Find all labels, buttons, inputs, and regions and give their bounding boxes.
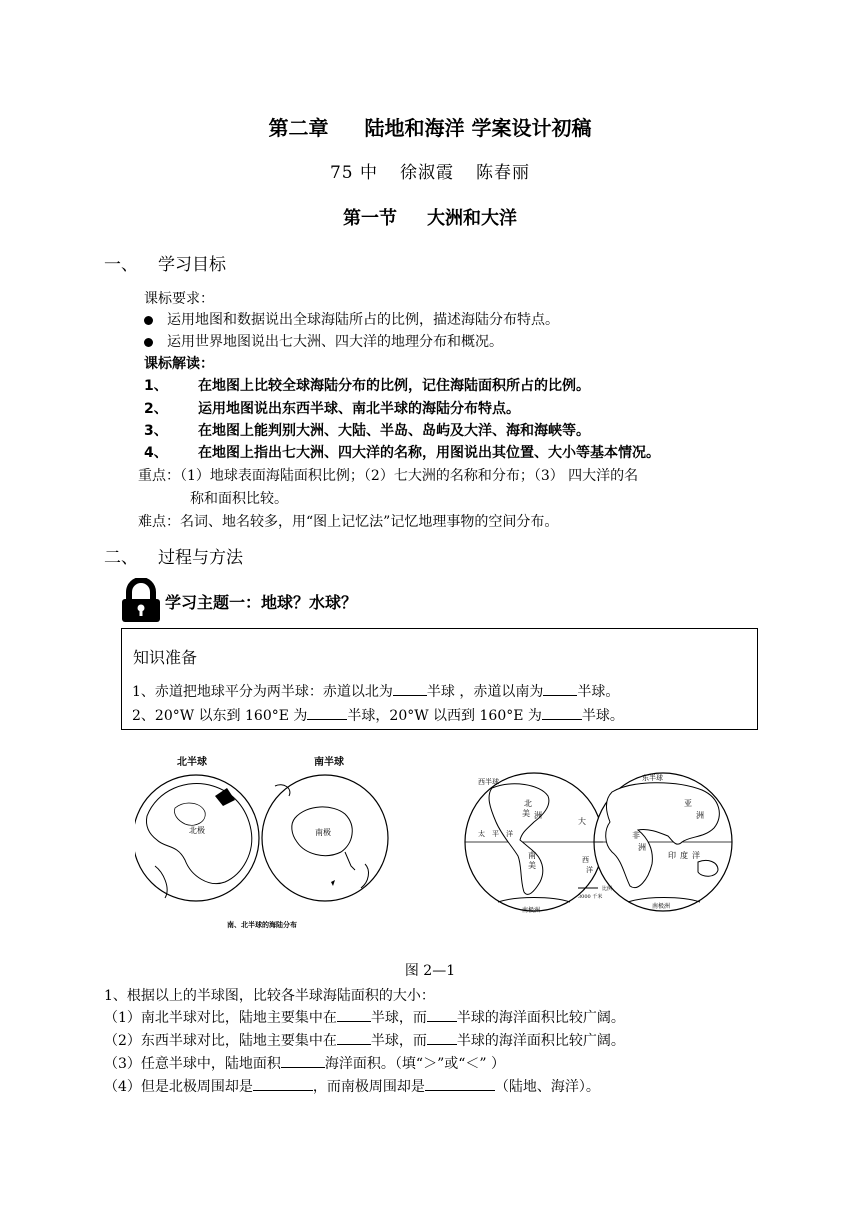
chapter-number: 第二章: [268, 116, 329, 140]
part2-number: 二、: [104, 548, 138, 568]
question-4: （4）但是北极周围却是 ，而南极周围却是 （陆地、海洋）。: [104, 1076, 600, 1096]
map-label: 亚: [684, 799, 692, 808]
question-intro: 1、根据以上的半球图，比较各半球海陆面积的大小：: [104, 988, 435, 1004]
chapter-title: [0, 112, 860, 141]
requirement-item: 运用地图和数据说出全球海陆所占的比例，描述海陆分布特点。: [144, 309, 559, 329]
section-name: 大洲和大洋: [427, 208, 517, 229]
south-hemisphere-label: 南半球: [314, 757, 344, 768]
interpretation-item: 3、 在地图上能判别大洲、大陆、半岛、岛屿及大洋、海和海峡等。: [144, 423, 590, 439]
answer-blank[interactable]: [337, 1030, 371, 1045]
north-pole-label: 北极: [189, 826, 205, 835]
interpretation-item: 2、 运用地图说出东西半球、南北半球的海陆分布特点。: [144, 401, 520, 417]
answer-blank[interactable]: [542, 705, 582, 720]
map-label: 洋: [692, 851, 700, 860]
section-number: 第一节: [343, 208, 397, 229]
section-title: [0, 204, 860, 230]
knowledge-question-2: 2、20°W 以东到 160°E 为 半球，20°W 以西到 160°E 为 半球。: [132, 705, 624, 725]
map-label: 度: [680, 851, 688, 860]
map-label: 太: [478, 830, 485, 838]
part1-title: 学习目标: [158, 255, 226, 275]
map-label: 南: [528, 851, 536, 860]
answer-blank[interactable]: [393, 681, 427, 696]
north-south-caption: 南、北半球的海陆分布: [227, 920, 297, 929]
interpretation-item: 4、 在地图上指出七大洲、四大洋的名称，用图说出其位置、大小等基本情况。: [144, 445, 660, 461]
author-2: 陈春丽: [476, 163, 531, 183]
school: 75 中: [329, 163, 379, 183]
authors-line: [0, 158, 860, 183]
bullet-icon: [144, 338, 153, 347]
knowledge-title: 知识准备: [133, 648, 198, 667]
part1-number: 一、: [104, 255, 138, 275]
answer-blank[interactable]: [543, 681, 577, 696]
interpretation-label: 课标解读：: [144, 356, 214, 372]
part1-heading: [104, 250, 226, 275]
question-3: （3）任意半球中，陆地面积 海洋面积。（填“＞”或“＜” ）: [104, 1053, 505, 1073]
difficulty-line: 难点：名词、地名较多，用“图上记忆法”记忆地理事物的空间分布。: [138, 514, 559, 530]
answer-blank[interactable]: [253, 1076, 313, 1091]
answer-blank[interactable]: [307, 705, 347, 720]
answer-blank[interactable]: [427, 1007, 457, 1022]
figure-caption: 图 2—1: [404, 963, 456, 979]
north-hemisphere-label: 北半球: [177, 757, 207, 768]
north-south-hemisphere-map: [135, 748, 390, 938]
part2-title: 过程与方法: [158, 548, 243, 568]
answer-blank[interactable]: [337, 1007, 371, 1022]
part2-heading: [104, 543, 243, 568]
knowledge-box: [121, 628, 758, 730]
answer-blank[interactable]: [425, 1076, 495, 1091]
answer-blank[interactable]: [427, 1030, 457, 1045]
scale-value: 3000 千米: [578, 894, 603, 900]
key-points-line1: 重点：（1）地球表面海陆面积比例；（2）七大洲的名称和分布；（3） 四大洋的名: [138, 468, 639, 484]
map-label: 南极洲: [652, 903, 671, 910]
map-label: 西: [582, 856, 589, 864]
map-label: 美: [522, 809, 530, 818]
south-pole-label: 南极: [315, 828, 331, 837]
map-label: 洲: [696, 811, 704, 820]
map-label: 洲: [638, 843, 646, 852]
map-label: 北: [524, 799, 532, 808]
map-label: 南极洲: [522, 907, 541, 914]
answer-blank[interactable]: [281, 1053, 325, 1068]
bullet-icon: [144, 316, 153, 325]
map-label: 非: [632, 831, 640, 840]
east-hemisphere-label: 东半球: [642, 774, 663, 782]
interpretation-item: 1、 在地图上比较全球海陆分布的比例，记住海陆面积所占的比例。: [144, 378, 590, 394]
map-label: 洋: [586, 866, 593, 874]
knowledge-question-1: 1、赤道把地球平分为两半球：赤道以北为 半球 ，赤道以南为 半球。: [132, 681, 619, 701]
question-1: （1）南北半球对比，陆地主要集中在 半球，而 半球的海洋面积比较广阔。: [104, 1007, 625, 1027]
map-label: 印: [668, 851, 676, 860]
map-label: 洋: [506, 830, 513, 838]
west-hemisphere-label: 西半球: [478, 778, 499, 786]
question-2: （2）东西半球对比，陆地主要集中在 半球，而 半球的海洋面积比较广阔。: [104, 1030, 625, 1050]
requirements-label: 课标要求：: [144, 291, 214, 307]
scale-label: 比例: [602, 886, 613, 892]
lock-icon: [118, 578, 164, 624]
requirement-item: 运用世界地图说出七大洲、四大洋的地理分布和概况。: [144, 331, 503, 351]
key-points-line2: 称和面积比较。: [190, 491, 288, 507]
east-west-hemisphere-map: [462, 766, 737, 916]
map-label: 大: [578, 817, 586, 826]
topic-title: 学习主题一：地球？水球？: [165, 593, 358, 612]
map-label: 美: [528, 861, 536, 870]
map-label: 平: [492, 830, 499, 838]
map-label: 洲: [534, 811, 542, 820]
author-1: 徐淑霞: [400, 163, 455, 183]
chapter-name: 陆地和海洋 学案设计初稿: [364, 116, 592, 140]
